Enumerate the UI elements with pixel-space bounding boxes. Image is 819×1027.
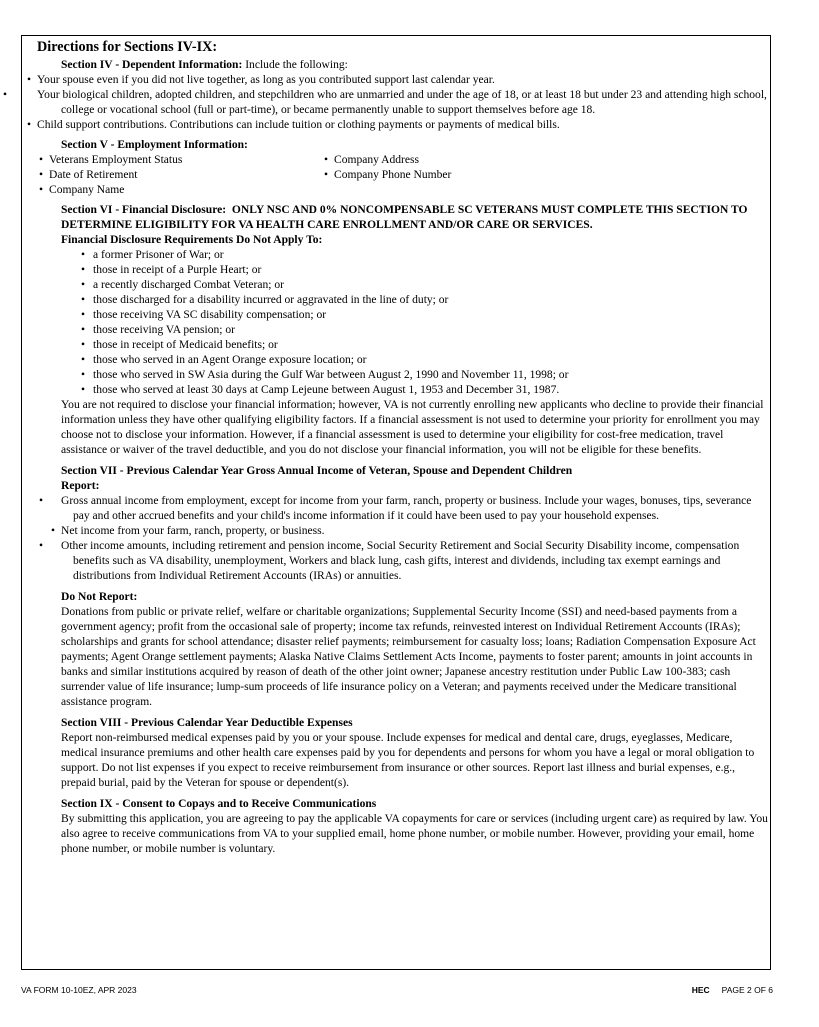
financial-disclosure-exempt-title: Financial Disclosure Requirements Do Not Apply To: <box>61 234 323 246</box>
list-item: • Other income amounts, including retirement and pension income, Social Security Retirement and Social Security Disability income, compensation benefits such as VA disability, unemployment, Workers and black lung, cash gifts, interest and dividends, including tax exempt earnings and distributions from Individual Retirement Accounts (IRAs) or annuities. <box>49 539 769 584</box>
list-item: • Date of Retirement <box>37 168 322 183</box>
list-item: • those who served at least 30 days at Camp Lejeune between August 1, 1953 and December 31, 1987. <box>79 383 769 398</box>
section-v-title: Section V - Employment Information: <box>61 139 248 151</box>
page-number: PAGE 2 OF 6 <box>721 985 773 995</box>
list-item: • Veterans Employment Status <box>37 153 322 168</box>
section-vi-heading <box>61 203 769 233</box>
section-ix-text: By submitting this application, you are agreeing to pay the applicable VA copayments for care or services (including urgent care) as required by law. You also agree to receive communications from VA to your supplied email, home phone number, or mobile number. However, providing your email, home phone number, or mobile number is voluntary. <box>61 813 768 855</box>
directions-content <box>37 39 769 857</box>
list-item: • Child support contributions. Contributions can include tuition or clothing payments or payments of medical bills. <box>25 118 769 133</box>
page-footer-right <box>692 985 773 995</box>
list-item: • Your biological children, adopted children, and stepchildren who are unmarried and under the age of 18, or at least 18 but under 23 and attending high school, college or vocational school (full or part-time), or became permanently unable to support themselves before age 18. <box>25 88 769 118</box>
section-vii-title: Section VII - Previous Calendar Year Gross Annual Income of Veteran, Spouse and Dependent Children <box>61 465 573 477</box>
financial-disclosure-paragraph: You are not required to disclose your financial information; however, VA is not currently enrolling new applicants who decline to provide their financial information unless they have other qualifying eligibility factors. If a financial assessment is not used to determine your priority for enrollment you may choose not to disclose your information. However, if a financial assessment is used to determine your eligibility for cost-free medication, travel assistance or waiver of the travel deductible, and you do not disclose your financial information, you will not be eligible for these benefits. <box>61 399 764 456</box>
section-vi <box>37 203 769 458</box>
section-iv-title: Section IV - Dependent Information: <box>61 59 243 71</box>
list-item: • Company Name <box>37 183 322 198</box>
list-item: • those discharged for a disability incurred or aggravated in the line of duty; or <box>79 293 769 308</box>
employment-fields <box>49 153 769 198</box>
exempt-list <box>61 248 769 398</box>
list-item: • Company Phone Number <box>322 168 622 183</box>
report-label: Report: <box>61 480 100 492</box>
list-item: • those receiving VA pension; or <box>79 323 769 338</box>
section-iv-heading <box>61 58 769 73</box>
section-ix <box>37 797 769 857</box>
section-iv-intro: Include the following: <box>242 59 348 71</box>
list-item: • those in receipt of a Purple Heart; or <box>79 263 769 278</box>
list-item: • Gross annual income from employment, except for income from your farm, ranch, property or business. Include your wages, bonuses, tips, severance pay and other accrued benefits and your child's income information if it could have been used to pay your household expenses. <box>49 494 769 524</box>
section-vii <box>37 464 769 710</box>
list-item: • Your spouse even if you did not live together, as long as you contributed support last calendar year. <box>25 73 769 88</box>
form-number: VA FORM 10-10EZ, APR 2023 <box>21 985 137 995</box>
section-viii <box>37 716 769 791</box>
list-item: • a recently discharged Combat Veteran; or <box>79 278 769 293</box>
section-vi-emphasis: ONLY NSC AND 0% NONCOMPENSABLE SC VETERANS MUST COMPLETE THIS SECTION TO DETERMINE ELIGIBILITY FOR VA HEALTH CARE ENROLLMENT AND/OR CARE OR SERVICES. <box>61 204 748 231</box>
do-not-report-title: Do Not Report: <box>61 591 138 603</box>
list-item: • those who served in an Agent Orange exposure location; or <box>79 353 769 368</box>
list-item: • those in receipt of Medicaid benefits; or <box>79 338 769 353</box>
section-ix-title: Section IX - Consent to Copays and to Receive Communications <box>61 798 377 810</box>
section-viii-title: Section VIII - Previous Calendar Year Deductible Expenses <box>61 717 353 729</box>
list-item: • those who served in SW Asia during the Gulf War between August 2, 1990 and November 11, 1998; or <box>79 368 769 383</box>
list-item: • Company Address <box>322 153 622 168</box>
section-iv <box>37 58 769 73</box>
do-not-report-text: Donations from public or private relief, welfare or charitable organizations; Supplemental Security Income (SSI) and need-based payments from a government agency; profit from the occasional sale of property; income tax refunds, reinvested interest on Individual Retirement Accounts (IRAs); scholarships and grants for school attendance; disaster relief payments; reimbursement for casualty loss; loans; Radiation Compensation Exposure Act payments; Agent Orange settlement payments; Alaska Native Claims Settlement Acts Income, payments to foster parent; amounts in joint accounts in banks and similar institutions acquired by reason of death of the other joint owner; Japanese ancestry restitution under Public Law 100-383; cash surrender value of life insurance; lump-sum proceeds of life insurance policy on a Veteran; and payments received under the Medicare transitional assistance program. <box>61 606 756 708</box>
section-v <box>37 138 769 153</box>
page-title: Directions for Sections IV-IX: <box>37 39 218 55</box>
list-item: • a former Prisoner of War; or <box>79 248 769 263</box>
section-vi-title: Section VI - Financial Disclosure: <box>61 204 227 216</box>
list-item: • Net income from your farm, ranch, property, or business. <box>49 524 769 539</box>
list-item: • those receiving VA SC disability compensation; or <box>79 308 769 323</box>
hec-label: HEC <box>691 985 710 995</box>
section-viii-text: Report non-reimbursed medical expenses paid by you or your spouse. Include expenses for medical and dental care, drugs, eyeglasses, Medicare, medical insurance premiums and other health care expenses paid by you for dependents and persons for whom you have a legal or moral obligation to support. Do not list expenses if you expect to receive reimbursement from insurance or other sources. Report last illness and burial expenses, e.g., prepaid burial, paid by the Veteran for spouse or dependent(s). <box>61 732 755 789</box>
